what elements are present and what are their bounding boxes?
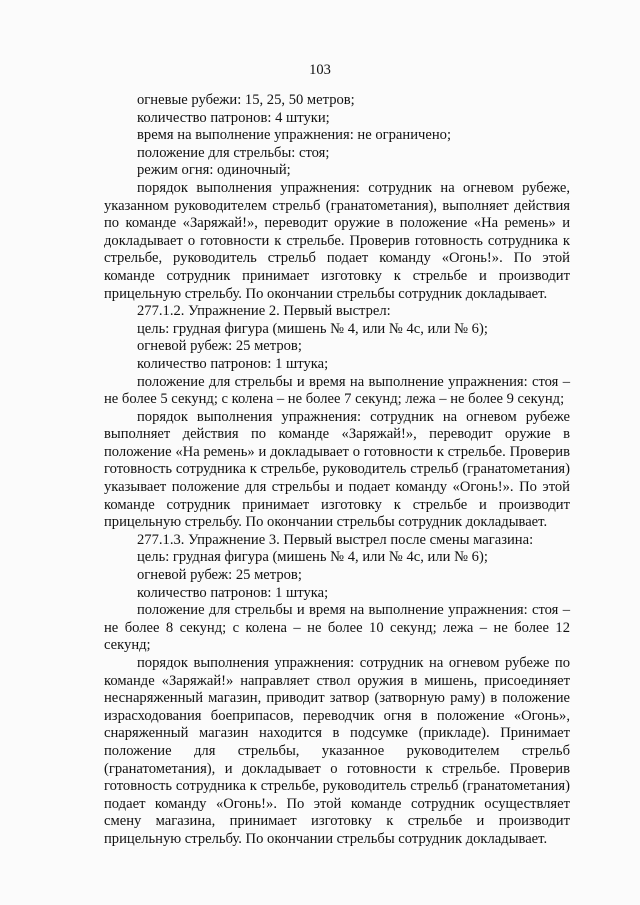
paragraph: огневой рубеж: 25 метров; (137, 338, 302, 355)
paragraph: режим огня: одиночный; (137, 162, 291, 179)
section-heading: 277.1.3. Упражнение 3. Первый выстрел после смены магазина: (137, 531, 534, 548)
paragraph: количество патронов: 1 штука; (137, 584, 329, 601)
paragraph: положение для стрельбы и время на выполнение упражнения: стоя – не более 5 секунд; с колена – не более 7 секунд; лежа – не более 9 секунд; (104, 373, 570, 408)
section-heading: 277.1.2. Упражнение 2. Первый выстрел: (137, 303, 391, 320)
paragraph: положение для стрельбы и время на выполнение упражнения: стоя – не более 8 секунд; с колена – не более 10 секунд; лежа – не более 12 секунд; (104, 602, 570, 654)
paragraph: огневые рубежи: 15, 25, 50 метров; (137, 92, 355, 108)
paragraph: порядок выполнения упражнения: сотрудник на огневом рубеже по команде «Заряжай!» направляет ствол оружия в мишень, присоединяет неснаряженный магазин, приводит затвор (затворную раму) в положение израсходования боеприпасов, переводчик огня в положение «Огонь», снаряженный магазин находится в подсумке (прикладе). Принимает положение для стрельбы, указанное руководителем стрельб (гранатометания), и докладывает о готовности к стрельбе. Проверив готовность сотрудника к стрельбе, руководитель стрельб (гранатометания) подает команду «Огонь!». По этой команде сотрудник осуществляет смену магазина, принимает изготовку к стрельбе и производит прицельную стрельбу. По окончании стрельбы сотрудник докладывает. (104, 655, 570, 847)
paragraph: количество патронов: 1 штука; (137, 355, 329, 372)
paragraph: цель: грудная фигура (мишень № 4, или № 4с, или № 6); (137, 549, 488, 566)
paragraph: положение для стрельбы: стоя; (137, 144, 330, 161)
paragraph: количество патронов: 4 штуки; (137, 109, 330, 126)
paragraph: время на выполнение упражнения: не ограничено; (137, 127, 452, 144)
paragraph: порядок выполнения упражнения: сотрудник на огневом рубеже выполняет действия по команде «Заряжай!», переводит оружие в положение «На ремень» и докладывает о готовности к стрельбе. Проверив готовность сотрудника к стрельбе, руководитель стрельб (гранатометания) указывает положение для стрельбы и подает команду «Огонь!». По этой команде сотрудник принимает изготовку к стрельбе и производит прицельную стрельбу. По окончании стрельбы сотрудник докладывает. (104, 408, 570, 531)
document-body (104, 92, 570, 849)
paragraph: цель: грудная фигура (мишень № 4, или № 4с, или № 6); (137, 320, 488, 337)
paragraph: порядок выполнения упражнения: сотрудник на огневом рубеже, указанном руководителем стрельб (гранатометания), выполняет действия по команде «Заряжай!», переводит оружие в положение «На ремень» и докладывает о готовности к стрельбе. Проверив готовность сотрудника к стрельбе, руководитель стрельб подает команду «Огонь!». По этой команде сотрудник принимает изготовку к стрельбе и производит прицельную стрельбу. По окончании стрельбы сотрудник докладывает. (104, 179, 570, 302)
paragraph: огневой рубеж: 25 метров; (137, 567, 302, 584)
page-number: 103 (309, 62, 331, 78)
